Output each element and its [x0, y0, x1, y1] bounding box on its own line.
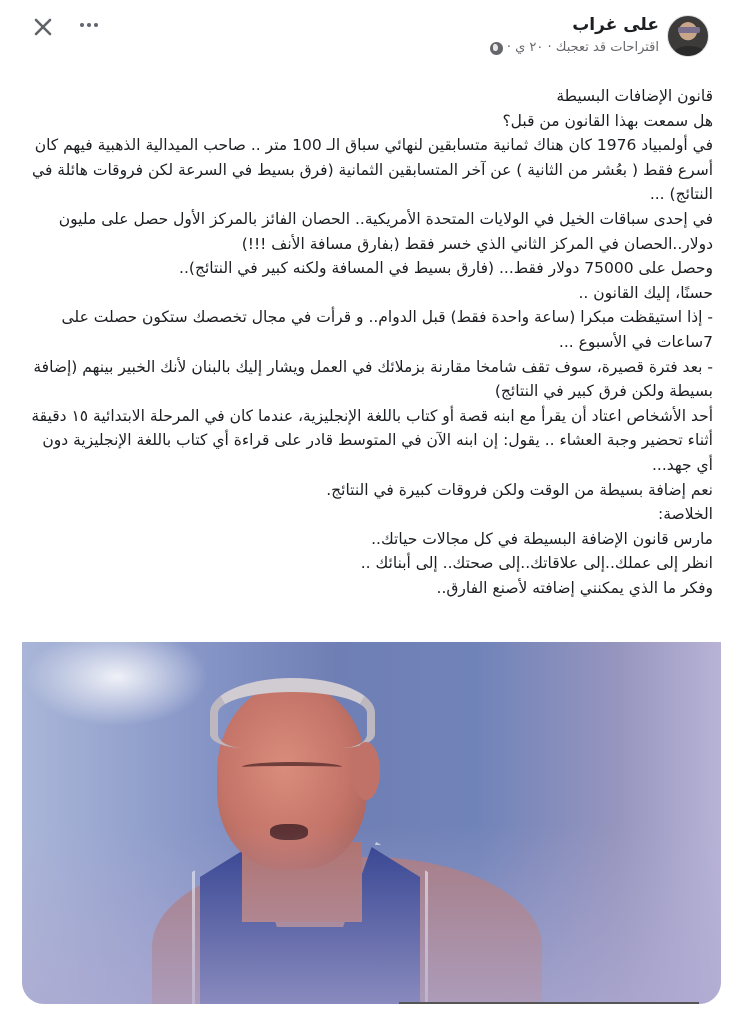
post-author: [490, 14, 709, 57]
globe-icon: [490, 42, 503, 55]
more-options-button[interactable]: [80, 18, 104, 32]
post-line: هل سمعت بهذا القانون من قبل؟: [502, 111, 713, 130]
post-header: [0, 0, 743, 78]
post-line: في أولمبياد 1976 كان هناك ثمانية متسابقين لنهائي سباق الـ 100 متر .. صاحب الميدالية الذهبية فيهم كان أسرع فقط ( بعُشر من الثانية ) عن آخر المتسابقين الثمانية (فرق بسيط في السرعة لكن فروقات هائلة في النتائج) ...: [32, 136, 713, 204]
post-title: قانون الإضافات البسيطة: [556, 87, 713, 105]
post-photo[interactable]: [22, 642, 721, 1004]
post-line: وحصل على 75000 دولار فقط... (فارق بسيط في المسافة ولكنه كبير في النتائج)..: [179, 259, 713, 278]
avatar[interactable]: [667, 15, 709, 57]
post-line: أحد الأشخاص اعتاد أن يقرأ مع ابنه قصة أو كتاب باللغة الإنجليزية، عندما كان في المرحلة الابتدائية ١٥ دقيقة أثناء تحضير وجبة العشاء .. يقول: إن ابنه الآن في المتوسط قادر على قراءة أي كتاب باللغة الإنجليزية دون أي جهد...: [31, 406, 713, 474]
post-line: نعم إضافة بسيطة من الوقت ولكن فروقات كبيرة في النتائج.: [326, 480, 713, 499]
post-body: [30, 84, 713, 600]
post-line: حسنًا، إليك القانون ..: [578, 283, 713, 302]
post-line: - بعد فترة قصيرة، سوف تقف شامخا مقارنة بزملائك في العمل ويشار إليك بالبنان لأنك الخبير بينهم (إضافة بسيطة ولكن فرق كبير في النتائج): [33, 357, 713, 401]
post-line: - إذا استيقظت مبكرا (ساعة واحدة فقط) قبل الدوام.. و قرأت في مجال تخصصك ستكون حصلت على 7ساعات في الأسبوع ...: [61, 308, 713, 351]
close-icon: [30, 14, 56, 40]
post-meta: [490, 39, 659, 57]
divider: [399, 1002, 699, 1004]
post-line: في إحدى سباقات الخيل في الولايات المتحدة الأمريكية.. الحصان الفائز بالمركز الأول حصل على مليون دولار..الحصان في المركز الثاني الذي خسر فقط (بفارق مسافة الأنف !!!): [58, 209, 713, 253]
post-line: وفكر ما الذي يمكنني إضافته لأصنع الفارق..: [436, 578, 713, 597]
more-horizontal-icon: [80, 23, 84, 27]
post-line: الخلاصة:: [658, 505, 713, 524]
post-line: انظر إلى عملك..إلى علاقاتك..إلى صحتك.. إلى أبنائك ..: [360, 554, 713, 573]
author-name[interactable]: على غراب: [572, 15, 659, 35]
close-button[interactable]: [30, 14, 56, 40]
post-line: مارس قانون الإضافة البسيطة في كل مجالات حياتك..: [371, 529, 713, 548]
post-meta-text: اقتراحات قد تعجبك · ٢٠ ي ·: [506, 40, 659, 55]
